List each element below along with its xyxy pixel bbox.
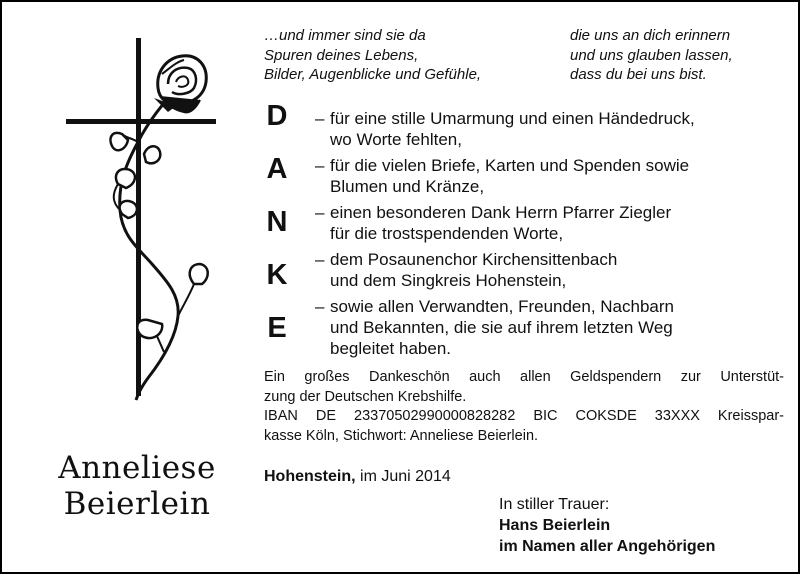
- cross-with-rose-icon: [60, 34, 230, 414]
- thanks-line: Blumen und Kränze,: [330, 177, 485, 196]
- thanks-item: [315, 202, 785, 244]
- thanks-line: für die trostspendenden Worte,: [330, 224, 564, 243]
- danke-letter: N: [266, 206, 288, 238]
- poem-left-column: [264, 26, 481, 85]
- thanks-list: [315, 108, 785, 364]
- danke-letter: K: [266, 259, 288, 291]
- poem-line: …und immer sind sie da: [264, 27, 426, 44]
- poem-right-column: [570, 26, 733, 85]
- poem-line: Bilder, Augenblicke und Gefühle,: [264, 66, 482, 83]
- thanks-item: [315, 249, 785, 291]
- mourner-name: Hans Beierlein: [499, 517, 611, 534]
- thanks-line: für eine stille Umarmung und einen Händedruck,: [330, 109, 695, 128]
- poem-line: und uns glauben lassen,: [570, 46, 733, 64]
- deceased-first-name: Anneliese: [58, 450, 216, 486]
- thanks-item: [315, 155, 785, 197]
- danke-letter: D: [266, 100, 288, 132]
- donation-line: kasse Köln, Stichwort: Anneliese Beierlein.: [264, 427, 539, 444]
- danke-letter: A: [266, 153, 288, 185]
- place-date: [264, 468, 451, 486]
- poem-line: die uns an dich erinnern: [570, 27, 731, 44]
- thanks-line: und dem Singkreis Hohenstein,: [330, 271, 567, 290]
- donation-note: [264, 368, 784, 446]
- thanks-line: dem Posaunenchor Kirchensittenbach: [330, 250, 618, 269]
- thanks-line: und Bekannten, die sie auf ihrem letzten Weg: [330, 318, 673, 337]
- mourning-intro: In stiller Trauer:: [499, 496, 610, 513]
- dash: –: [315, 297, 325, 316]
- thanks-line: sowie allen Verwandten, Freunden, Nachbarn: [330, 297, 674, 316]
- thanks-line: wo Worte fehlten,: [330, 130, 462, 149]
- poem-line: dass du bei uns bist.: [570, 66, 707, 83]
- place-town: Hohenstein,: [264, 468, 356, 485]
- mourner-family: im Namen aller Angehörigen: [499, 538, 716, 555]
- deceased-last-name: Beierlein: [63, 486, 211, 522]
- donation-line: zung der Deutschen Krebshilfe.: [264, 388, 467, 405]
- dash: –: [315, 203, 325, 222]
- thanks-item: [315, 108, 785, 150]
- deceased-name: [37, 450, 237, 522]
- thanks-item: [315, 296, 785, 359]
- thanks-line: begleitet haben.: [330, 339, 451, 358]
- dash: –: [315, 250, 325, 269]
- donation-line: IBAN DE 23370502990000828282 BIC COKSDE 33XXX Kreisspar-: [264, 408, 784, 424]
- donation-line: Ein großes Dankeschön auch allen Geldspendern zur Unterstüt-: [264, 369, 784, 385]
- mourners-block: [499, 494, 715, 557]
- poem-line: Spuren deines Lebens,: [264, 46, 419, 64]
- dash: –: [315, 156, 325, 175]
- dash: –: [315, 109, 325, 128]
- place-date-text: im Juni 2014: [360, 468, 451, 485]
- thanks-line: einen besonderen Dank Herrn Pfarrer Ziegler: [330, 203, 672, 222]
- danke-letter: E: [267, 312, 287, 344]
- thanks-line: für die vielen Briefe, Karten und Spenden sowie: [330, 156, 690, 175]
